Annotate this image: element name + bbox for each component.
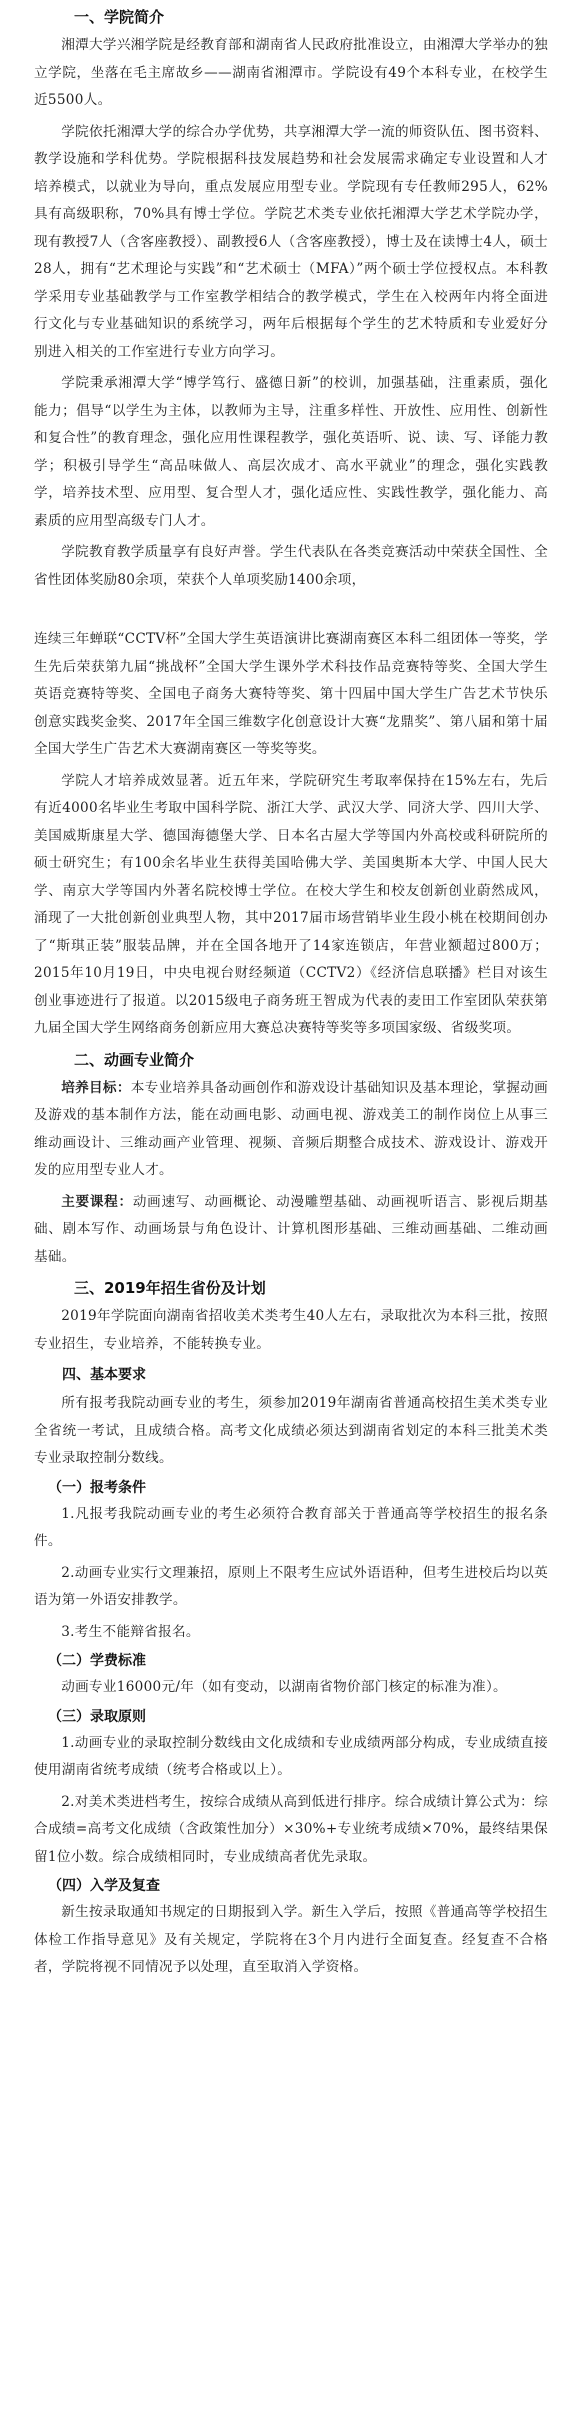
paragraph: 新生按录取通知书规定的日期报到入学。新生入学后，按照《普通高等学校招生体检工作指导意见》及有关规定，学院将在3个月内进行全面复查。经复查不合格者，学院将视不同情况予以处理，直至取消入学资格。: [34, 1904, 548, 1975]
subsection-title-admission-principles: （三）录取原则: [48, 1708, 146, 1725]
paragraph: 所有报考我院动画专业的考生，须参加2019年湖南省普通高校招生美术类专业全省统一考试，且成绩合格。高考文化成绩必须达到湖南省划定的本科三批美术类专业录取控制分数线。: [34, 1395, 548, 1466]
blank-spacer: [34, 598, 548, 626]
document-body: [34, 0, 548, 1986]
goal-label: 培养目标：: [61, 1079, 131, 1096]
section-title-college-intro: 一、学院简介: [74, 8, 165, 26]
paragraph: 学院秉承湘潭大学“博学笃行、盛德日新”的校训，加强基础，注重素质，强化能力；倡导“以学生为主体，以教师为主导，注重多样性、开放性、应用性、创新性和复合性”的教育理念，强化应用性课程教学，强化英语听、说、读、写、译能力教学；积极引导学生“高品味做人、高层次成才、高水平就业”的理念，强化实践教学，培养技术型、应用型、复合型人才，强化适应性、实践性教学，强化能力、高素质的应用型高级专门人才。: [34, 375, 548, 529]
paragraph: 学院教育教学质量享有良好声誉。学生代表队在各类竞赛活动中荣获全国性、全省性团体奖励80余项，荣获个人单项奖励1400余项，: [34, 544, 548, 588]
courses-text: 动画速写、动画概论、动漫雕塑基础、动画视听语言、影视后期基础、剧本写作、动画场景与角色设计、计算机图形基础、三维动画基础、二维动画基础。: [34, 1193, 548, 1265]
paragraph: 湘潭大学兴湘学院是经教育部和湖南省人民政府批准设立，由湘潭大学举办的独立学院，坐落在毛主席故乡——湖南省湘潭市。学院设有49个本科专业，在校学生近5500人。: [34, 37, 548, 108]
subsection-title-enrollment-review: （四）入学及复查: [48, 1878, 160, 1894]
paragraph: 3.考生不能辩省报名。: [61, 1623, 200, 1640]
paragraph: 2.对美术类进档考生，按综合成绩从高到低进行排序。综合成绩计算公式为：综合成绩=高考文化成绩（含政策性加分）×30%+专业统考成绩×70%，最终结果保留1位小数。综合成绩相同时，专业成绩高者优先录取。: [34, 1793, 548, 1865]
section-title-basic-requirements: 四、基本要求: [62, 1367, 146, 1383]
paragraph: 1.动画专业的录取控制分数线由文化成绩和专业成绩两部分构成，专业成绩直接使用湖南省统考成绩（统考合格或以上）。: [34, 1734, 548, 1778]
paragraph: 学院依托湘潭大学的综合办学优势，共享湘潭大学一流的师资队伍、图书资料、教学设施和学科优势。学院根据科技发展趋势和社会发展需求确定专业设置和人才培养模式，以就业为导向，重点发展应用型专业。学院现有专任教师295人，62%具有高级职称，70%具有博士学位。学院艺术类专业依托湘潭大学艺术学院办学，现有教授7人（含客座教授）、副教授6人（含客座教授），博士及在读博士4人，硕士28人，拥有“艺术理论与实践”和“艺术硕士（MFA）”两个硕士学位授权点。本科教学采用专业基础教学与工作室教学相结合的教学模式，学生在入校两年内将全面进行文化与专业基础知识的系统学习，两年后根据每个学生的艺术特质和专业爱好分别进入相关的工作室进行专业方向学习。: [34, 123, 548, 360]
paragraph: 2.动画专业实行文理兼招，原则上不限考生应试外语语种，但考生进校后均以英语为第一外语安排教学。: [34, 1564, 548, 1608]
paragraph: 连续三年蝉联“CCTV杯”全国大学生英语演讲比赛湖南赛区本科二组团体一等奖，学生先后荣获第九届“挑战杯”全国大学生课外学术科技作品竞赛特等奖、全国大学生英语竞赛特等奖、全国电子商务大赛特等奖、第十四届中国大学生广告艺术节快乐创意实践奖金奖、2017年全国三维数字化创意设计大赛“龙鼎奖”、第八届和第十届全国大学生广告艺术大赛湖南赛区一等奖等奖。: [34, 631, 548, 757]
subsection-title-application-conditions: （一）报考条件: [48, 1479, 146, 1496]
paragraph: 动画专业16000元/年（如有变动，以湖南省物价部门核定的标准为准）。: [61, 1679, 507, 1695]
paragraph-courses: [34, 1189, 548, 1272]
section-title-enrollment-plan: 三、2019年招生省份及计划: [74, 1279, 266, 1297]
paragraph-goal: [34, 1075, 548, 1185]
courses-label: 主要课程：: [61, 1193, 133, 1210]
paragraph: 学院人才培养成效显著。近五年来，学院研究生考取率保持在15%左右，先后有近4000名毕业生考取中国科学院、浙江大学、武汉大学、同济大学、四川大学、美国威斯康星大学、德国海德堡大学、日本名古屋大学等国内外高校或科研院所的硕士研究生；有100余名毕业生获得美国哈佛大学、美国奥斯本大学、中国人民大学、南京大学等国内外著名院校博士学位。在校大学生和校友创新创业蔚然成风，涌现了一大批创新创业典型人物，其中2017届市场营销毕业生段小桃在校期间创办了“斯琪正装”服装品牌，并在全国各地开了14家连锁店，年营业额超过800万；2015年10月19日，中央电视台财经频道（CCTV2）《经济信息联播》栏目对该生创业事迹进行了报道。以2015级电子商务班王智成为代表的麦田工作室团队荣获第九届全国大学生网络商务创新应用大赛总决赛特等奖等多项国家级、省级奖项。: [34, 772, 548, 1036]
paragraph: 2019年学院面向湖南省招收美术类考生40人左右，录取批次为本科三批，按照专业招生，专业培养，不能转换专业。: [34, 1308, 548, 1352]
paragraph: 1.凡报考我院动画专业的考生必须符合教育部关于普通高等学校招生的报名条件。: [34, 1505, 548, 1549]
section-title-animation-major: 二、动画专业简介: [74, 1050, 195, 1069]
subsection-title-tuition: （二）学费标准: [48, 1653, 146, 1669]
goal-text: 本专业培养具备动画创作和游戏设计基础知识及基本理论，掌握动画及游戏的基本制作方法，能在动画电影、动画电视、游戏美工的制作岗位上从事三维动画设计、三维动画产业管理、视频、音频后期整合成技术、游戏设计、游戏开发的应用型专业人才。: [34, 1079, 548, 1178]
